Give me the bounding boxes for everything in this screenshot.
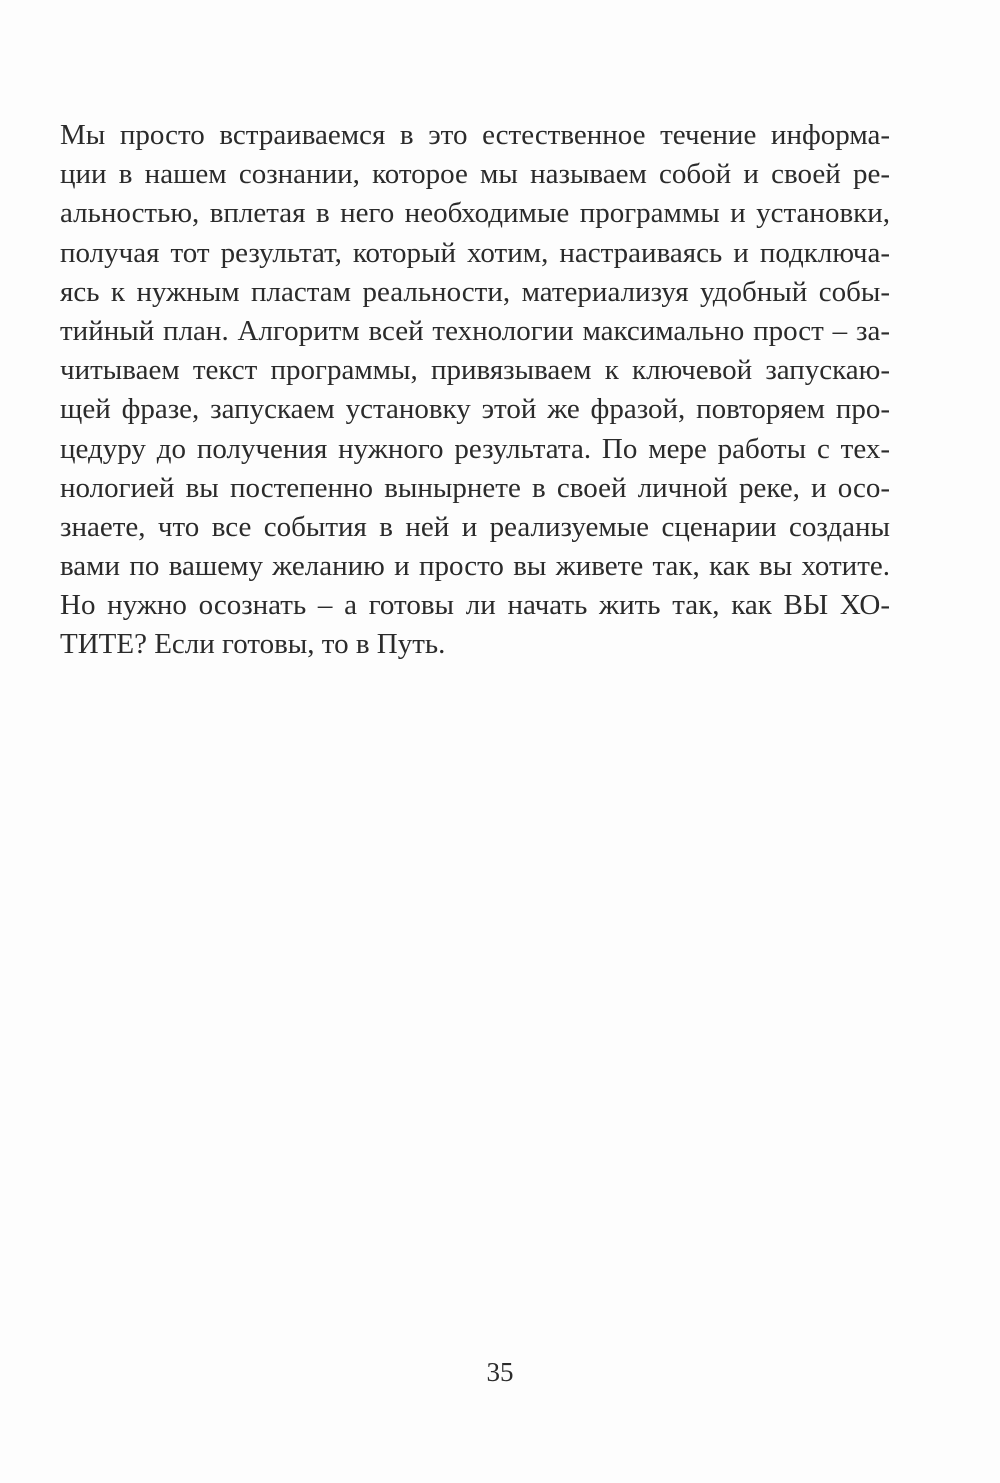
text-line: знаете, что все события в ней и реализуемые сценарии созданы <box>60 510 890 543</box>
text-line: нологией вы постепенно вынырнете в своей личной реке, и осо- <box>60 471 890 504</box>
text-line: цедуру до получения нужного результата. По мере работы с тех- <box>60 432 890 465</box>
text-line: ясь к нужным пластам реальности, материализуя удобный собы- <box>60 275 890 308</box>
body-paragraph <box>60 116 890 665</box>
text-line: ТИТЕ? Если готовы, то в Путь. <box>60 628 446 661</box>
text-line: получая тот результат, который хотим, настраиваясь и подключа- <box>60 236 890 269</box>
page-number: 35 <box>486 1357 514 1387</box>
text-line: Мы просто встраиваемся в это естественное течение информа- <box>60 119 890 151</box>
text-line: тийный план. Алгоритм всей технологии максимально прост – за- <box>60 314 890 347</box>
text-line: читываем текст программы, привязываем к ключевой запускаю- <box>60 354 890 387</box>
text-line: щей фразе, запускаем установку этой же фразой, повторяем про- <box>60 393 890 426</box>
text-line: альностью, вплетая в него необходимые программы и установки, <box>60 197 890 230</box>
text-line: вами по вашему желанию и просто вы живете так, как вы хотите. <box>60 550 890 583</box>
text-line: Но нужно осознать – а готовы ли начать жить так, как ВЫ ХО- <box>60 589 890 622</box>
text-line: ции в нашем сознании, которое мы называем собой и своей ре- <box>60 158 890 191</box>
